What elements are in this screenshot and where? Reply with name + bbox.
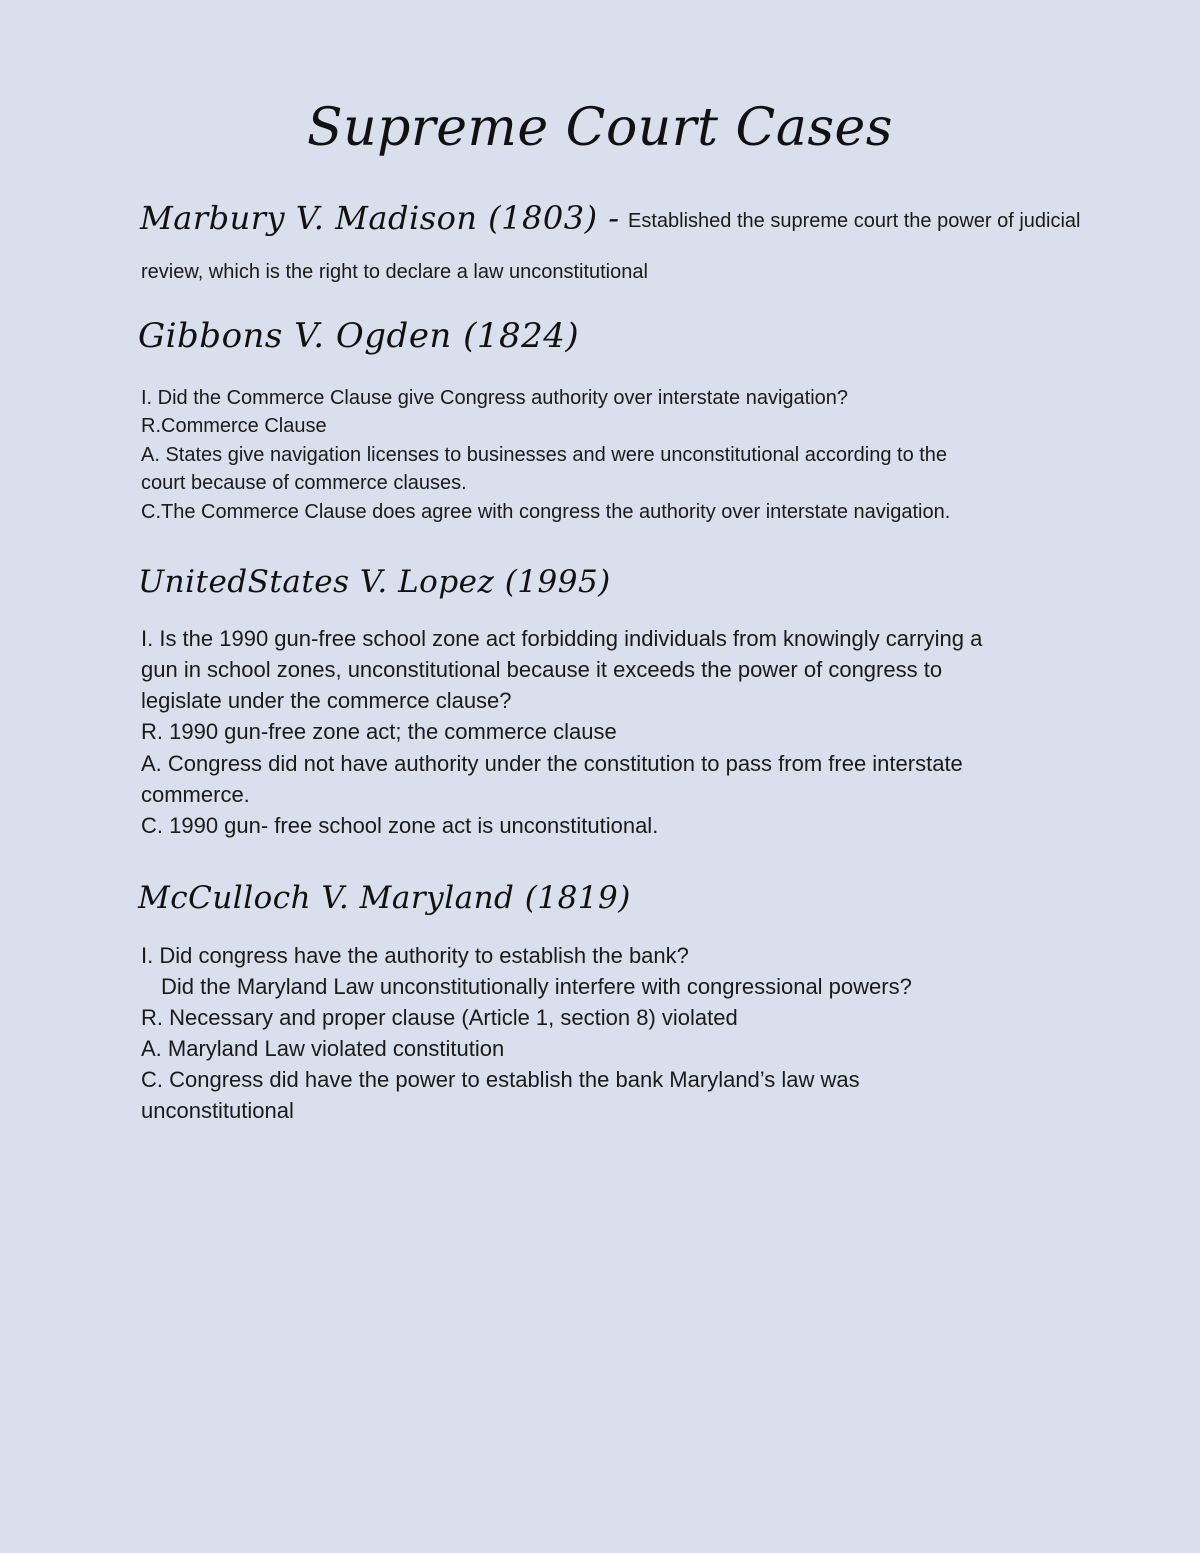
gibbons-line: I. Did the Commerce Clause give Congress authority over interstate navigation? (141, 387, 849, 409)
lopez-line: I. Is the 1990 gun-free school zone act forbidding individuals from knowingly carrying a (141, 626, 983, 651)
mcculloch-line: I. Did congress have the authority to establish the bank? (141, 943, 689, 968)
gibbons-line: A. States give navigation licenses to businesses and were unconstitutional according to the (141, 444, 948, 466)
lopez-heading: UnitedStates V. Lopez (1995) (138, 564, 611, 600)
mcculloch-line: A. Maryland Law violated constitution (141, 1036, 505, 1061)
lopez-line: R. 1990 gun-free zone act; the commerce clause (141, 719, 617, 744)
gibbons-line: C.The Commerce Clause does agree with congress the authority over interstate navigation. (141, 501, 951, 523)
lopez-line: commerce. (141, 782, 250, 807)
mcculloch-line: Did the Maryland Law unconstitutionally interfere with congressional powers? (161, 974, 912, 999)
lopez-line: C. 1990 gun- free school zone act is unconstitutional. (141, 813, 659, 838)
lopez-line: A. Congress did not have authority under the constitution to pass from free interstate (141, 751, 963, 776)
page-title: Supreme Court Cases (307, 98, 893, 158)
gibbons-line: court because of commerce clauses. (141, 472, 467, 494)
mcculloch-line: unconstitutional (141, 1098, 294, 1123)
gibbons-heading: Gibbons V. Ogden (1824) (138, 316, 580, 356)
mcculloch-line: R. Necessary and proper clause (Article 1, section 8) violated (141, 1005, 738, 1030)
lopez-line: legislate under the commerce clause? (141, 688, 512, 713)
marbury-heading: Marbury V. Madison (1803) - (140, 199, 620, 237)
mcculloch-heading: McCulloch V. Maryland (1819) (138, 880, 631, 916)
marbury-text-line1: Established the supreme court the power of judicial (628, 210, 1081, 232)
mcculloch-line: C. Congress did have the power to establish the bank Maryland’s law was (141, 1067, 860, 1092)
lopez-line: gun in school zones, unconstitutional because it exceeds the power of congress to (141, 657, 943, 682)
gibbons-line: R.Commerce Clause (141, 415, 327, 437)
marbury-text-line2: review, which is the right to declare a law unconstitutional (141, 261, 648, 283)
marbury-section (140, 196, 1081, 240)
